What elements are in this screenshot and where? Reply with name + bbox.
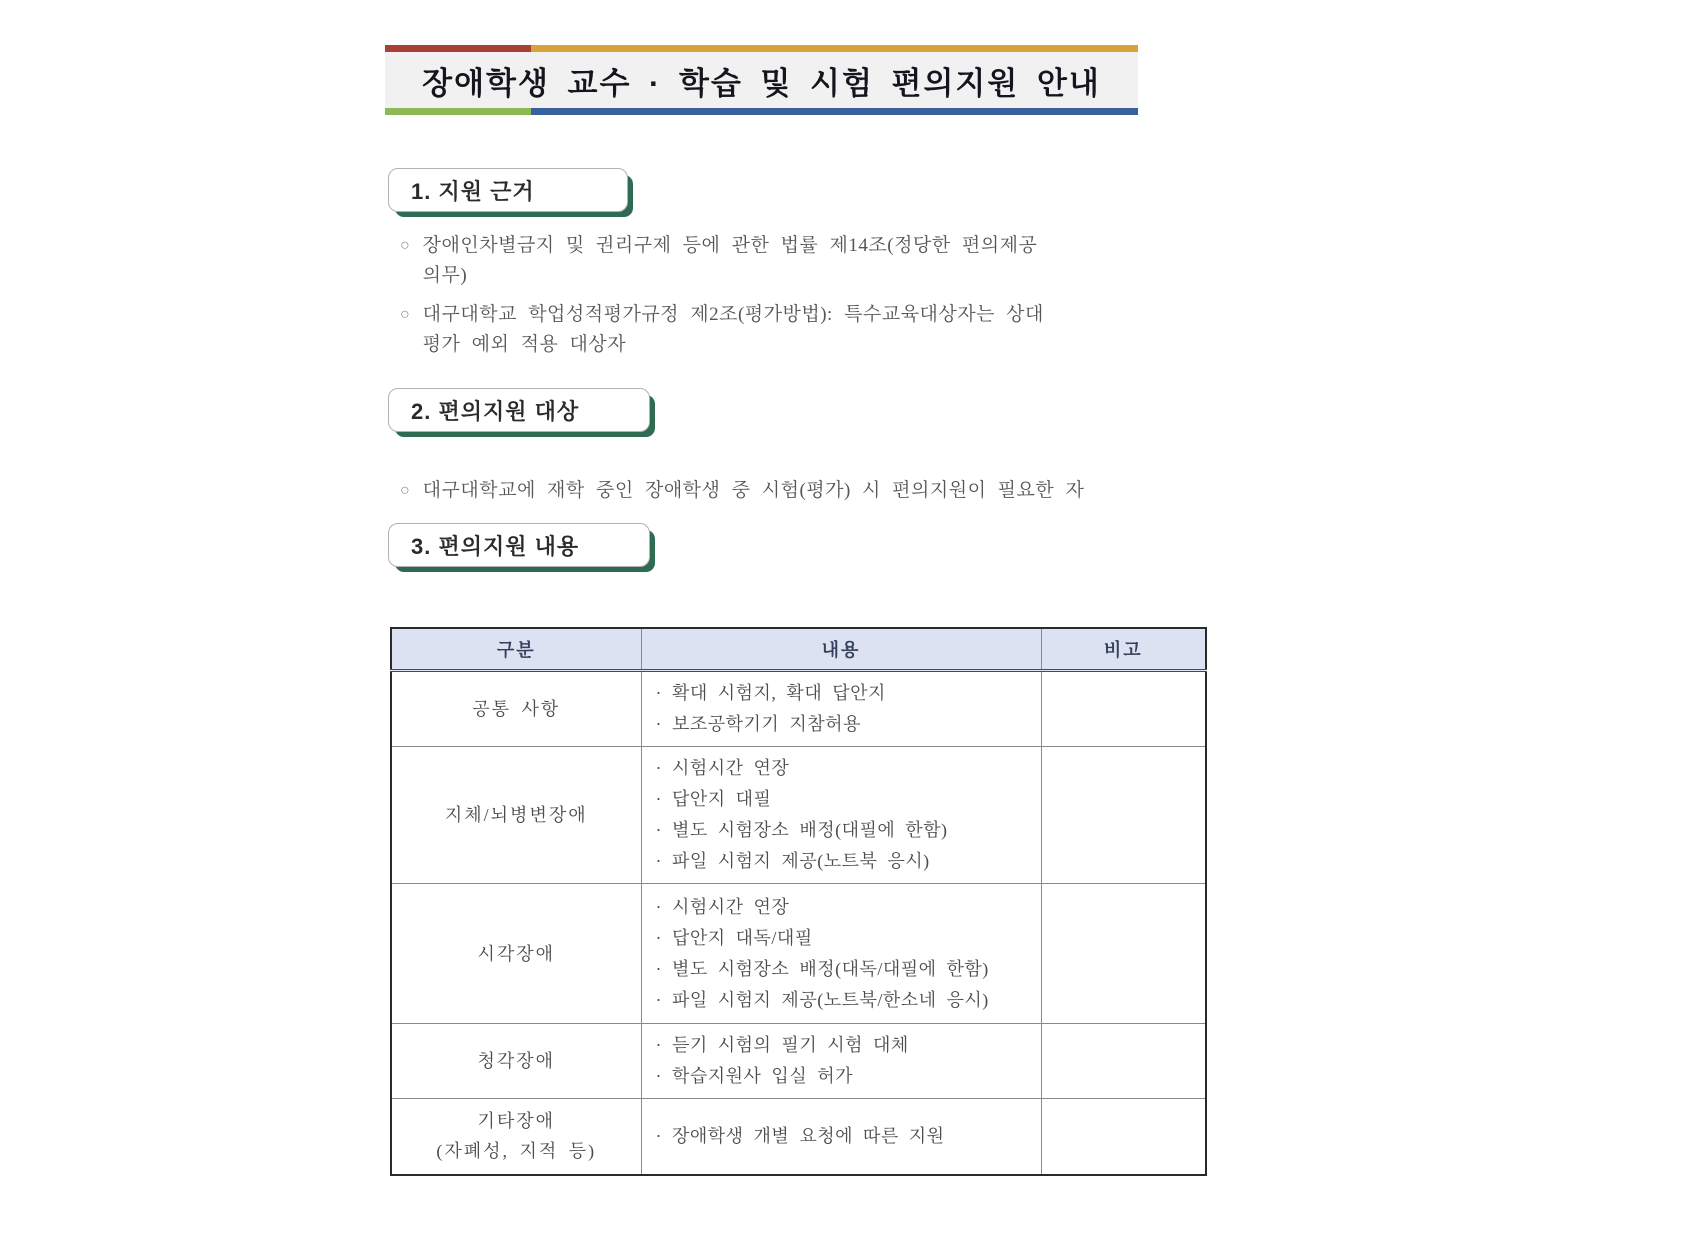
table-cell-content [641,1024,1041,1099]
section-heading-label: 1. 지원 근거 [411,178,535,204]
table-cell-category: 지체/뇌병변장애 [391,747,641,884]
support-table [390,627,1207,1176]
col-header-note: 비고 [1041,628,1206,671]
content-item: · 듣기 시험의 필기 시험 대체 [655,1035,909,1055]
bullet-text: 대구대학교에 재학 중인 장애학생 중 시험(평가) 시 편의지원이 필요한 자 [422,480,1085,501]
content-item: · 파일 시험지 제공(노트북/한소네 응시) [655,989,989,1010]
content-item: · 별도 시험장소 배정(대독/대필에 한함) [655,958,989,979]
banner-top-stripe [385,45,1138,52]
table-row [391,671,1206,747]
stripe-blue-segment [531,108,1138,115]
table-cell-note [1041,884,1206,1024]
bullet-text: 대구대학교 학업성적평가규정 제2조(평가방법): 특수교육대상자는 상대 평가 예외 적용 대상자 [422,304,1044,355]
list-item [400,476,1140,506]
table-cell-category: 시각장애 [391,884,641,1024]
section-2-bullet-list [400,476,1140,515]
table-cell-category: 공통 사항 [391,671,641,747]
content-item: · 시험시간 연장 [655,896,790,917]
table-cell-category: 기타장애 (자폐성, 지적 등) [391,1099,641,1175]
stripe-gold-segment [531,45,1138,52]
col-header-content: 내용 [641,628,1041,671]
section-heading-label: 2. 편의지원 대상 [411,398,580,424]
table-row [391,1099,1206,1175]
table-cell-note [1041,671,1206,747]
content-item: · 시험시간 연장 [655,758,790,778]
table-cell-content [641,671,1041,747]
table-cell-note [1041,1099,1206,1175]
content-item: · 확대 시험지, 확대 답안지 [655,683,886,703]
table-row [391,1024,1206,1099]
bullet-text: 장애인차별금지 및 권리구제 등에 관한 법률 제14조(정당한 편의제공 의무) [422,235,1038,286]
section-heading-support-content [388,523,650,567]
section-heading-label: 3. 편의지원 내용 [411,533,580,559]
content-item: · 장애학생 개별 요청에 따른 지원 [655,1125,945,1146]
col-header-category: 구분 [391,628,641,671]
list-item [400,300,1110,360]
section-heading-support-target [388,388,650,432]
content-item: · 학습지원사 입실 허가 [655,1066,853,1086]
list-item [400,231,1110,291]
bullet-marker: ○ [400,237,410,254]
table-cell-note [1041,1024,1206,1099]
bullet-marker: ○ [400,482,410,499]
table-cell-content [641,747,1041,884]
section-heading-support-basis [388,168,628,212]
content-item: · 파일 시험지 제공(노트북 응시) [655,851,930,871]
banner-bottom-stripe [385,108,1138,115]
section-1-bullet-list [400,231,1110,369]
banner-body [385,52,1138,108]
table-row [391,884,1206,1024]
content-item: · 보조공학기기 지참허용 [655,714,861,734]
bullet-marker: ○ [400,306,410,323]
table-cell-note [1041,747,1206,884]
content-item: · 답안지 대독/대필 [655,927,813,948]
table-cell-content [641,1099,1041,1175]
title-banner [385,45,1138,115]
table-row [391,747,1206,884]
table-cell-content [641,884,1041,1024]
content-item: · 별도 시험장소 배정(대필에 한함) [655,820,948,840]
stripe-red-segment [385,45,531,52]
page-title: 장애학생 교수 · 학습 및 시험 편의지원 안내 [422,65,1101,101]
table-header-row [391,628,1206,671]
table-cell-category: 청각장애 [391,1024,641,1099]
stripe-green-segment [385,108,531,115]
content-item: · 답안지 대필 [655,789,772,809]
